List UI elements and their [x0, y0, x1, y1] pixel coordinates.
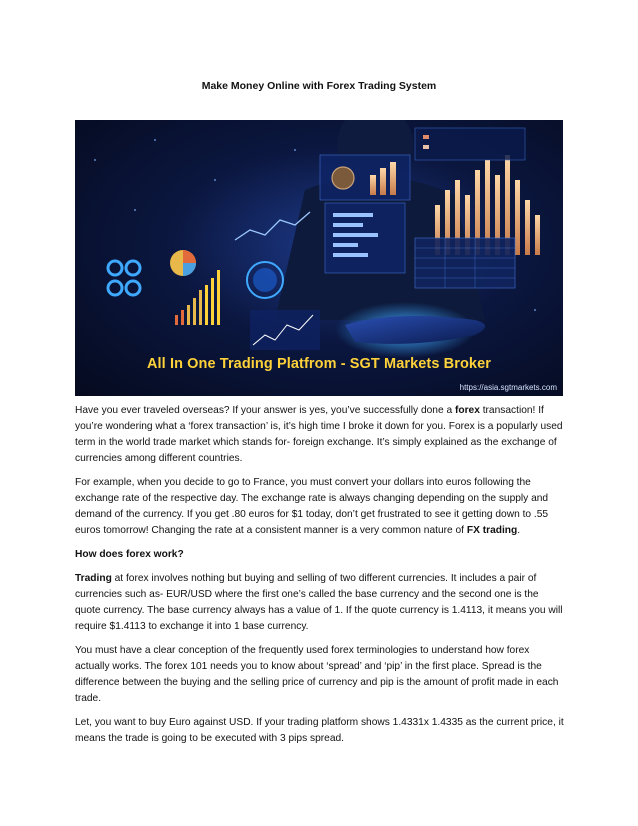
hero-banner-text: All In One Trading Platfrom - SGT Markets Broker: [146, 356, 491, 372]
paragraph-5: Let, you want to buy Euro against USD. If your trading platform shows 1.4331x 1.4335 as the current price, it means the trade is going to be executed with 3 pips spread.: [75, 717, 564, 744]
hero-illustration: [75, 120, 563, 396]
bold-trading: Trading: [75, 573, 112, 584]
paragraph-2: For example, when you decide to go to France, you must convert your dollars into euros following the exchange rate of the respective day. The exchange rate is always changing depending on the supply and demand of the currency. If you get .80 euros for $1 today, don’t get frustrated to see it getting down to .55 euros tomorrow! Changing the rate at a consistent manner is a very common nature of FX trading.: [75, 477, 549, 536]
bar-chart-left: [175, 270, 220, 325]
paragraph-1: Have you ever traveled overseas? If your answer is yes, you’ve successfully done a forex transaction! If you’re wondering what a ‘forex transaction’ is, it’s high time I broke it down for you. Forex is a popularly used term in the world trade market which stands for- foreign exchange. It’s simply explained as the exchange of currencies among different countries.: [75, 405, 563, 464]
bold-fx-trading: FX trading: [466, 525, 518, 536]
section-heading: How does forex work?: [75, 549, 184, 560]
paragraph-4: You must have a clear conception of the frequently used forex terminologies to understand how forex actually works. The forex 101 needs you to know about ‘spread’ and ‘pip’ in the first place. Spread is the difference between the buying and the selling price of currency and pip is the amount of profit made in each trade.: [75, 645, 559, 704]
data-table-panel: [415, 238, 515, 288]
pie-chart: [170, 250, 196, 276]
document-title: Make Money Online with Forex Trading System: [201, 80, 437, 92]
hero-url-text: https://asia.sgtmarkets.com: [459, 383, 557, 392]
bold-forex: forex: [454, 405, 480, 416]
legend-panel: [415, 128, 525, 160]
gauge-icons-left: [108, 261, 140, 295]
paragraph-3: Trading at forex involves nothing but buying and selling of two different currencies. It includes a pair of currencies such as- EUR/USD where the first one’s called the base currency and the second one is the quote currency. The base currency always has a value of 1. If the quote currency is 1.4113, it means you will require $1.4113 to exchange it into 1 base currency.: [75, 573, 563, 632]
hero-image: [75, 120, 563, 396]
article-body: [75, 403, 565, 755]
line-chart-panel: [250, 310, 320, 350]
